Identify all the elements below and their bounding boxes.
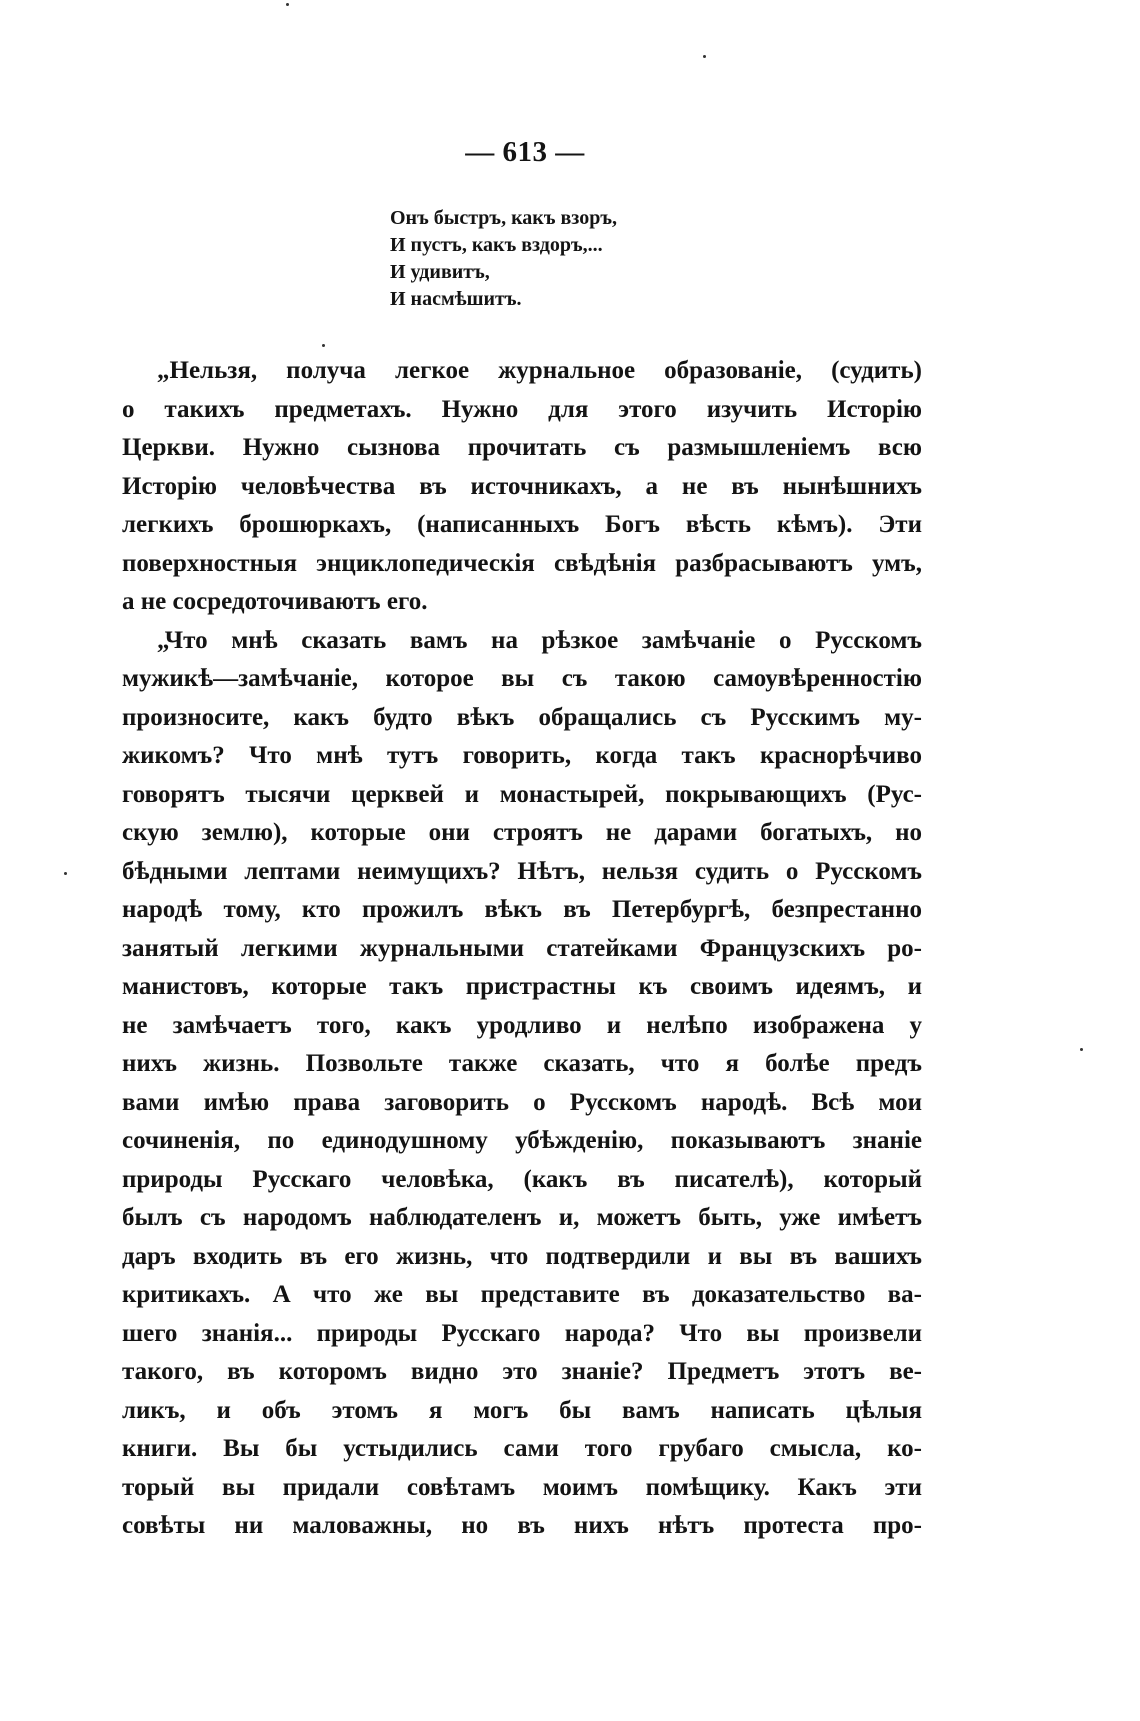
text-line: сочиненія, по единодушному убѣжденію, показываютъ знаніе [122,1127,922,1154]
text-line: Церкви. Нужно сызнова прочитать съ размышленіемъ всю [122,434,922,461]
scan-speck [322,344,325,347]
text-line: занятый легкими журнальными статейками Французскихъ ро- [122,934,922,962]
text-line: произносите, какъ будто вѣкъ обращались съ Русскимъ му- [122,703,922,731]
text-line: мужикѣ—замѣчаніе, которое вы съ такою самоувѣренностію [122,665,922,692]
paragraph-2 [122,622,922,1546]
text-line: нихъ жизнь. Позвольте также сказать, что я болѣе предъ [122,1050,922,1077]
text-line: не замѣчаетъ того, какъ уродливо и нелѣпо изображена у [122,1011,922,1039]
text-line: торый вы придали совѣтамъ моимъ помѣщику. Какъ эти [122,1473,922,1501]
text-line: народѣ тому, кто прожилъ вѣкъ въ Петербургѣ, безпрестанно [122,896,922,923]
text-line: вами имѣю права заговорить о Русскомъ народѣ. Всѣ мои [122,1088,922,1116]
text-line: былъ съ народомъ наблюдателенъ и, можетъ быть, уже имѣетъ [122,1204,922,1231]
text-line: „Что мнѣ сказать вамъ на рѣзкое замѣчаніе о Русскомъ [157,626,922,654]
body-text [122,352,922,1546]
scan-speck [1080,1048,1083,1051]
verse-block [390,205,617,313]
text-line: книги. Вы бы устыдились сами того грубаго смысла, ко- [122,1435,922,1462]
text-line: а не сосредоточиваютъ его. [122,588,428,615]
verse-line: И пустъ, какъ вздоръ,... [390,234,603,256]
text-line: легкихъ брошюркахъ, (написанныхъ Богъ вѣсть кѣмъ). Эти [122,511,922,538]
scan-speck [64,872,67,875]
text-line: жикомъ? Что мнѣ тутъ говорить, когда такъ краснорѣчиво [122,742,922,769]
text-line: бѣдными лептами неимущихъ? Нѣтъ, нельзя судить о Русскомъ [122,857,922,885]
text-line: поверхностныя энциклопедическія свѣдѣнія разбрасываютъ умъ, [122,549,922,577]
text-line: ликъ, и объ этомъ я могъ бы вамъ написать цѣлыя [122,1396,922,1424]
text-line: говорятъ тысячи церквей и монастырей, покрывающихъ (Рус- [122,780,922,808]
verse-line: И удивитъ, [390,261,490,283]
text-line: скую землю), которые они строятъ не дарами богатыхъ, но [122,819,922,846]
text-line: манистовъ, которые такъ пристрастны къ своимъ идеямъ, и [122,973,922,1000]
scan-speck [286,3,289,6]
text-line: „Нельзя, получа легкое журнальное образованіе, (судить) [157,357,922,384]
text-line: даръ входить въ его жизнь, что подтвердили и вы въ вашихъ [122,1242,922,1270]
text-line: природы Русскаго человѣка, (какъ въ писателѣ), который [122,1165,922,1193]
paragraph-1 [122,352,922,622]
text-line: критикахъ. А что же вы представите въ доказательство ва- [122,1281,922,1308]
text-line: о такихъ предметахъ. Нужно для этого изучить Исторію [122,395,922,423]
verse-line: Онъ быстръ, какъ взоръ, [390,207,617,229]
scan-speck [703,55,706,58]
text-line: шего знанія... природы Русскаго народа? Что вы произвели [122,1319,922,1347]
page-number: — 613 — [465,136,585,168]
text-line: такого, въ которомъ видно это знаніе? Предметъ этотъ ве- [122,1358,922,1385]
text-line: Исторію человѣчества въ источникахъ, а не въ нынѣшнихъ [122,472,922,500]
verse-line: И насмѣшитъ. [390,288,522,310]
text-line: совѣты ни маловажны, но въ нихъ нѣтъ протеста про- [122,1512,922,1539]
